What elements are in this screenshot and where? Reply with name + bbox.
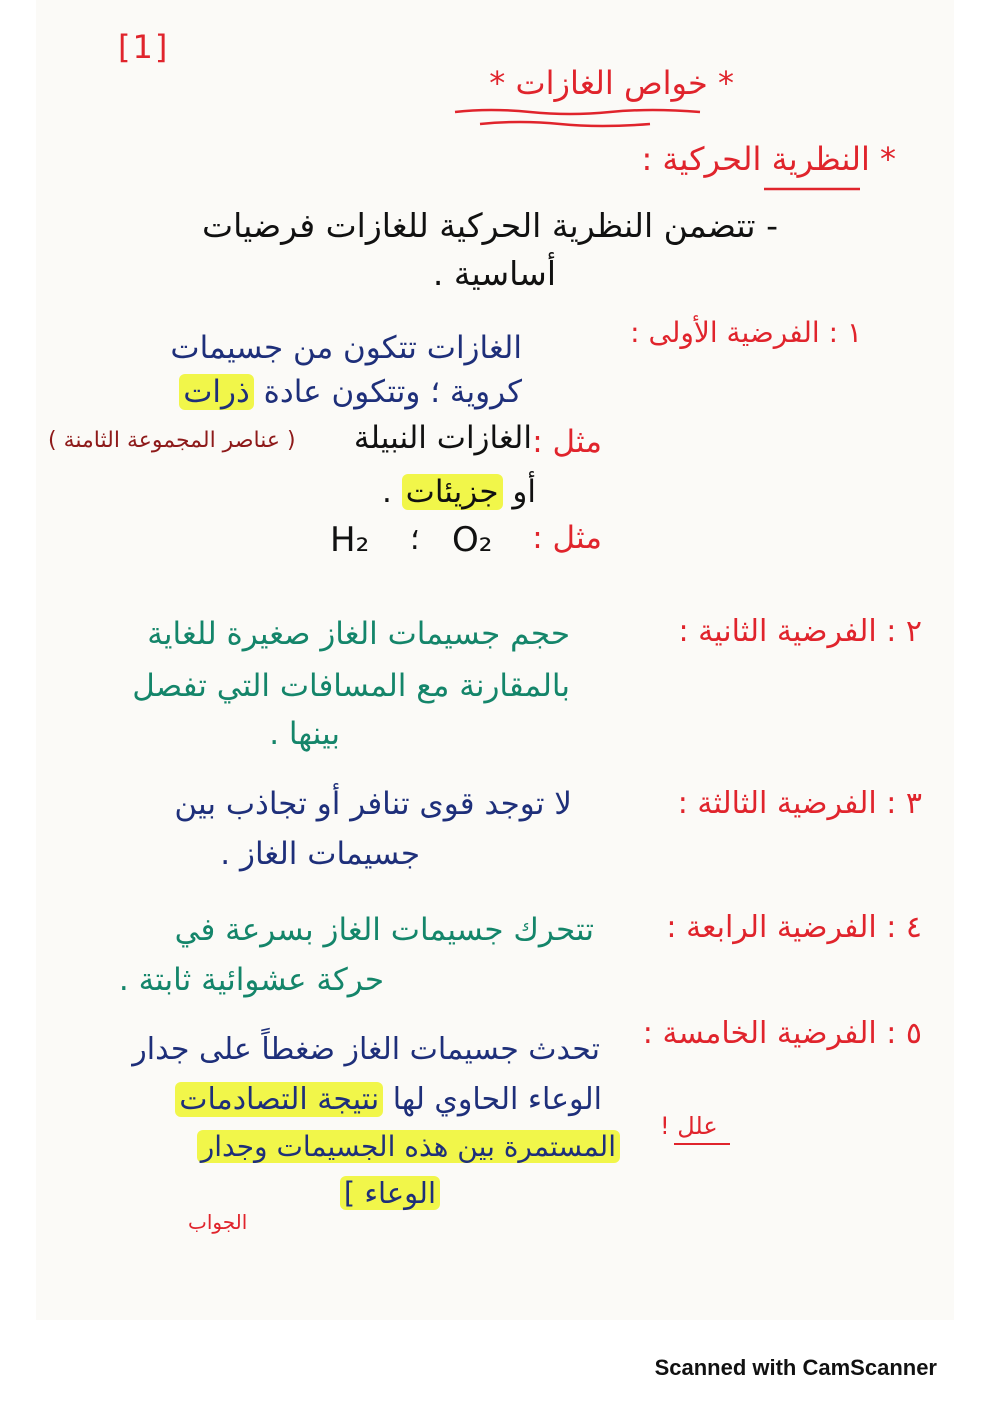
formula-separator: ؛: [410, 522, 420, 557]
formula-o2: O₂: [452, 520, 493, 560]
example-1-label: مثل :: [532, 424, 602, 460]
highlight-collisions: نتيجة التصادمات: [175, 1082, 383, 1117]
section-underline: [762, 184, 862, 194]
hypothesis-1-text-2: [179, 374, 522, 410]
hypothesis-4-label: ٤ : الفرضية الرابعة :: [666, 910, 922, 945]
scanner-watermark: Scanned with CamScanner: [654, 1355, 937, 1380]
hypothesis-4-text-1: تتحرك جسيمات الغاز بسرعة في: [174, 912, 594, 948]
hypothesis-1-label: ١ : الفرضية الأولى :: [630, 316, 862, 349]
hypothesis-2-text-3: بينها .: [269, 716, 340, 752]
hypothesis-5-label: ٥ : الفرضية الخامسة :: [642, 1016, 922, 1051]
hypothesis-5-text-2-plain: الوعاء الحاوي لها: [392, 1082, 602, 1117]
hypothesis-5-text-1: تحدث جسيمات الغاز ضغطاً على جدار: [132, 1032, 600, 1067]
hypothesis-5-text-4: [340, 1176, 440, 1210]
hypothesis-3-text-1: لا توجد قوى تنافر أو تجاذب بين: [174, 786, 572, 822]
highlight-molecules: جزيئات: [402, 474, 503, 510]
title-underline: [450, 106, 710, 130]
hypothesis-5-text-3: [197, 1130, 620, 1163]
section-title: * النظرية الحركية :: [641, 140, 896, 178]
highlight-continuous: المستمرة بين هذه الجسيمات وجدار: [197, 1130, 620, 1163]
hypothesis-1-text-2-plain: كروية ؛ وتتكون عادة: [263, 374, 522, 410]
hypothesis-3-text-2: جسيمات الغاز .: [220, 836, 420, 872]
intro-line-1: - تتضمن النظرية الحركية للغازات فرضيات: [202, 206, 778, 245]
scanned-paper: [36, 0, 954, 1320]
hypothesis-2-text-1: حجم جسيمات الغاز صغيرة للغاية: [147, 616, 570, 652]
example-2-label: مثل :: [532, 520, 602, 556]
hypothesis-2-label: ٢ : الفرضية الثانية :: [678, 614, 922, 649]
or-molecules-line: [382, 474, 536, 510]
why-note-underline: [672, 1140, 732, 1148]
intro-line-2: أساسية .: [432, 254, 556, 293]
example-1-note: ( عناصر المجموعة الثامنة ): [48, 428, 296, 453]
hypothesis-1-text-1: الغازات تتكون من جسيمات: [170, 330, 522, 366]
page-title: * خواص الغازات *: [489, 64, 734, 102]
formula-h2: H₂: [330, 520, 370, 560]
why-note: علل !: [660, 1112, 718, 1140]
or-period: .: [381, 474, 392, 510]
page-number: [1]: [118, 28, 170, 66]
highlight-container: الوعاء ]: [340, 1176, 440, 1210]
answer-note: الجواب: [188, 1210, 248, 1234]
example-1-text: الغازات النبيلة: [353, 420, 532, 456]
hypothesis-5-text-2: [175, 1082, 602, 1117]
or-word: أو: [512, 474, 536, 510]
hypothesis-4-text-2: حركة عشوائية ثابتة .: [118, 962, 384, 998]
hypothesis-2-text-2: بالمقارنة مع المسافات التي تفصل: [132, 668, 570, 704]
highlight-atoms: ذرات: [179, 374, 254, 410]
hypothesis-3-label: ٣ : الفرضية الثالثة :: [677, 786, 922, 821]
